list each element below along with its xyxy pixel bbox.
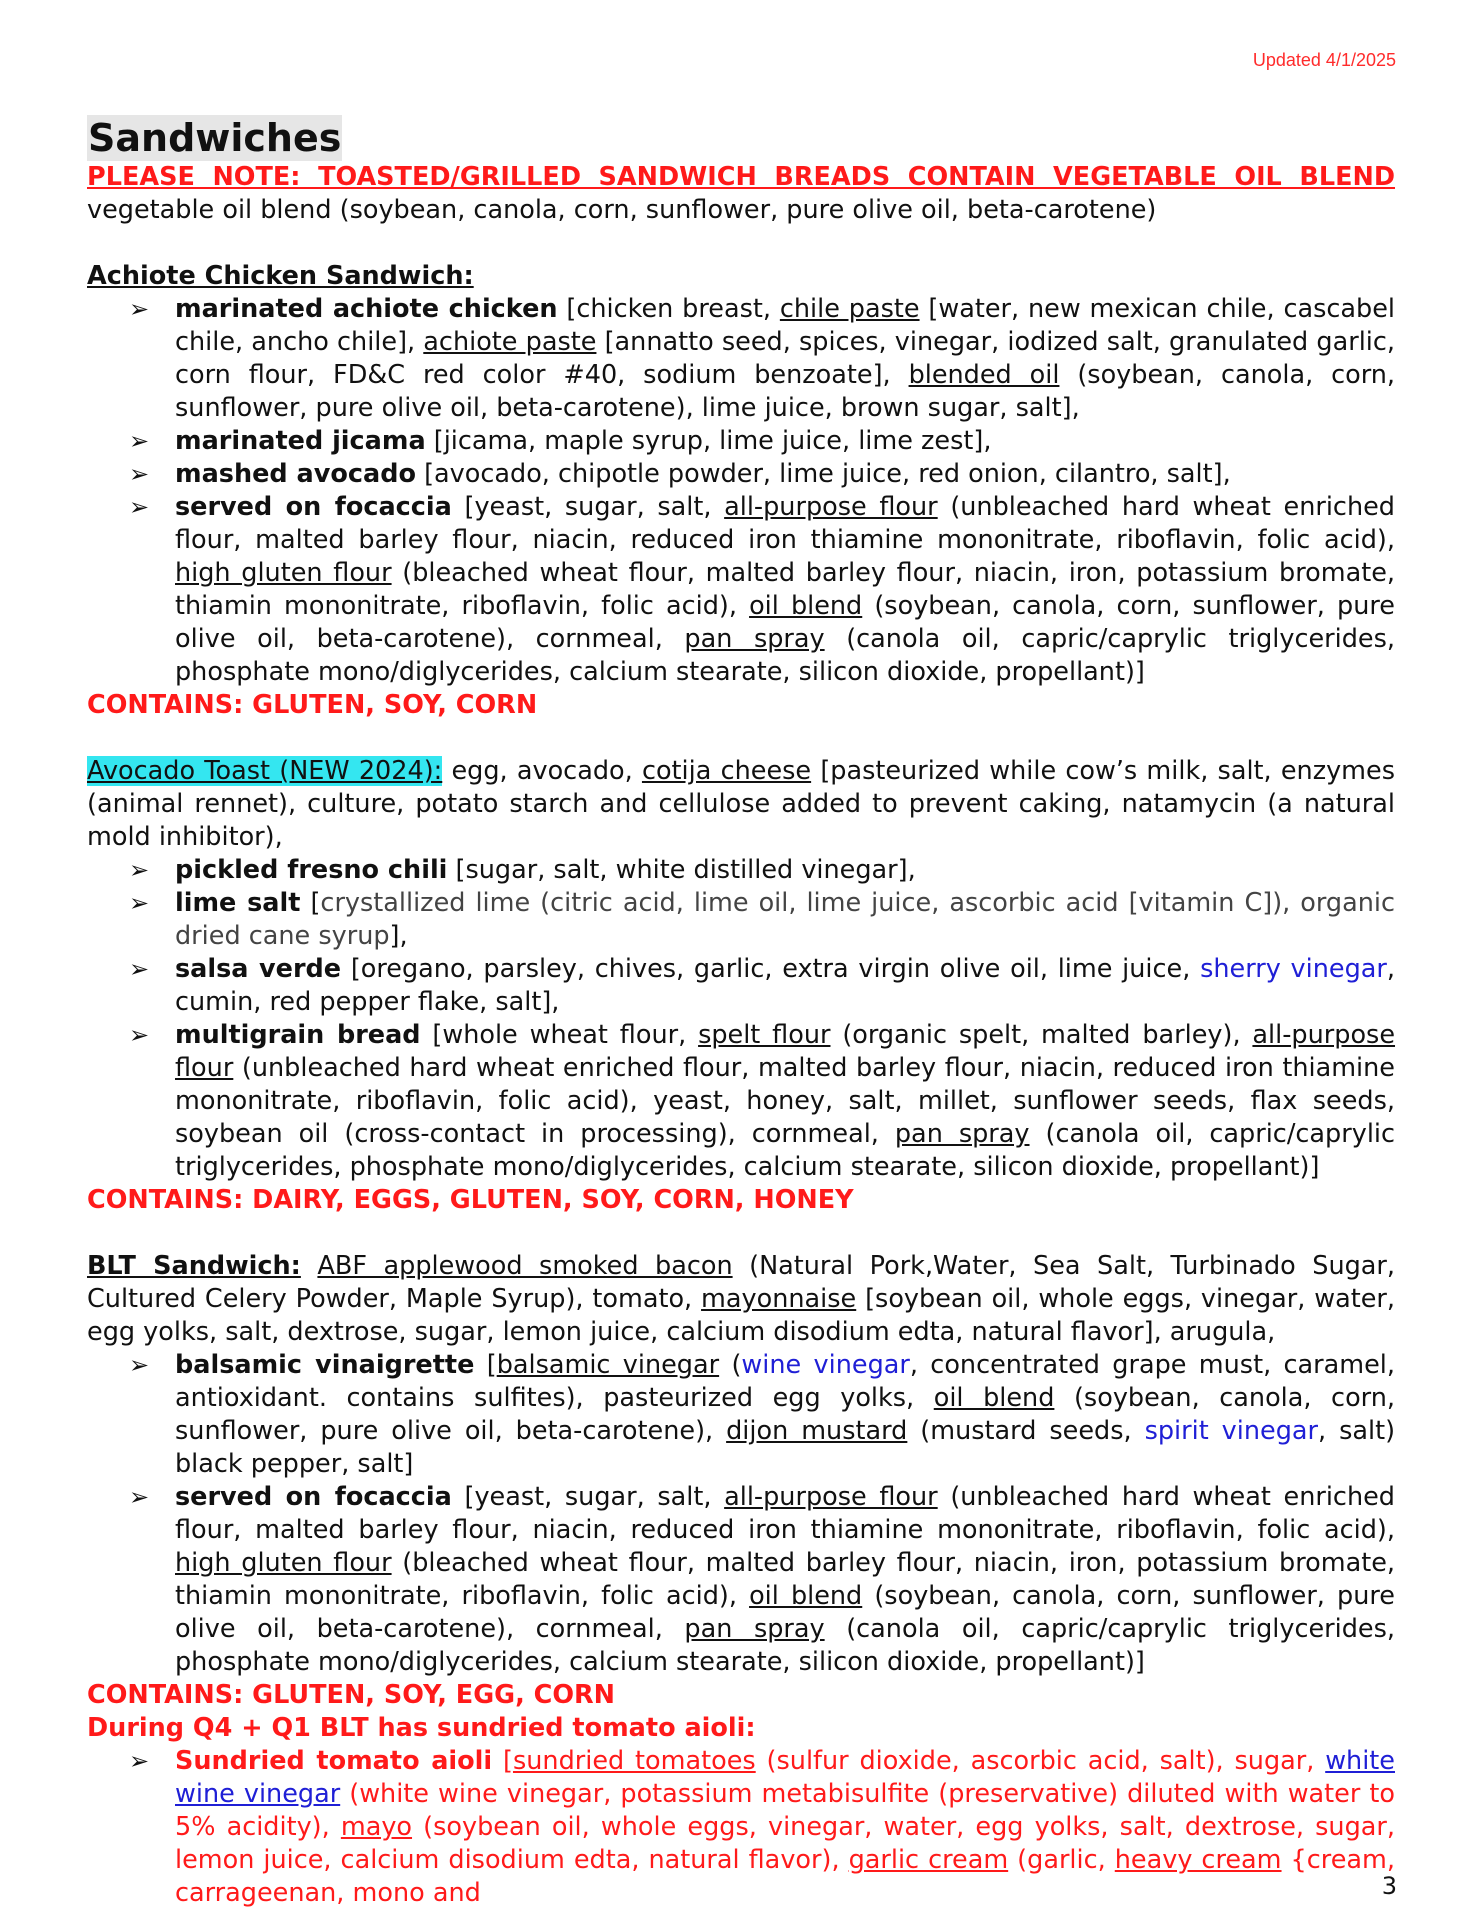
list-item: ➢ pickled fresno chili [sugar, salt, white distilled vinegar], (129, 855, 916, 885)
blt-allergens: CONTAINS: GLUTEN, SOY, EGG, CORN (87, 1680, 616, 1710)
avocado-ingredient-list (87, 854, 1395, 1184)
achiote-heading: Achiote Chicken Sandwich: (87, 261, 474, 291)
achiote-ingredient-list (87, 293, 1395, 689)
avocado-allergens: CONTAINS: DAIRY, EGGS, GLUTEN, SOY, CORN, HONEY (87, 1185, 854, 1215)
blt-seasonal-note: During Q4 + Q1 BLT has sundried tomato aioli: (87, 1713, 756, 1743)
arrow-bullet-icon: ➢ (129, 955, 150, 983)
list-item: ➢ marinated achiote chicken [chicken breast, chile paste [water, new mexican chile, cascabel chile, ancho chile], achiote paste [annatto seed, spices, vinegar, iodized salt, granulated garlic, corn flour, FD&C red color #40, sodium benzoate], blended oil (soybean, canola, corn, sunflower, pure olive oil, beta-carotene), lime juice, brown sugar, salt], (129, 294, 1396, 423)
avocado-heading: Avocado Toast (NEW 2024): (87, 756, 443, 786)
list-item: ➢ balsamic vinaigrette [balsamic vinegar (wine vinegar, concentrated grape must, caramel, antioxidant. contains sulfites), pasteurized egg yolks, oil blend (soybean, canola, corn, sunflower, pure olive oil, beta-carotene), dijon mustard (mustard seeds, spirit vinegar, salt) black pepper, salt] (129, 1350, 1396, 1479)
arrow-bullet-icon: ➢ (129, 493, 150, 521)
list-item: ➢ mashed avocado [avocado, chipotle powder, lime juice, red onion, cilantro, salt], (129, 459, 1231, 489)
list-item: ➢ marinated jicama [jicama, maple syrup, lime juice, lime zest], (129, 426, 992, 456)
updated-date: Updated 4/1/2025 (1252, 50, 1396, 70)
list-item: ➢ Sundried tomato aioli [sundried tomatoes (sulfur dioxide, ascorbic acid, salt), sugar, white wine vinegar (white wine vinegar, potassium metabisulfite (preservative) diluted with water to 5% acidity), mayo (soybean oil, whole eggs, vinegar, water, egg yolks, salt, dextrose, sugar, lemon juice, calcium disodium edta, natural flavor), garlic cream (garlic, heavy cream {cream, carrageenan, mono and (129, 1746, 1396, 1908)
arrow-bullet-icon: ➢ (129, 889, 150, 917)
blt-seasonal-list (87, 1745, 1395, 1910)
blt-ingredient-list (87, 1349, 1395, 1679)
page-content (87, 115, 1395, 1910)
blt-intro: BLT Sandwich: ABF applewood smoked bacon (Natural Pork,Water, Sea Salt, Turbinado Sugar, Cultured Celery Powder, Maple Syrup), tomato, mayonnaise [soybean oil, whole eggs, vinegar, water, egg yolks, salt, dextrose, sugar, lemon juice, calcium disodium edta, natural flavor], arugula, (87, 1251, 1396, 1347)
list-item: ➢ multigrain bread [whole wheat flour, spelt flour (organic spelt, malted barley), all-purpose flour (unbleached hard wheat enriched flour, malted barley flour, niacin, reduced iron thiamine mononitrate, riboflavin, folic acid), yeast, honey, salt, millet, sunflower seeds, flax seeds, soybean oil (cross-contact in processing), cornmeal, pan spray (canola oil, capric/caprylic triglycerides, phosphate mono/diglycerides, calcium stearate, silicon dioxide, propellant)] (129, 1020, 1396, 1182)
note-text: vegetable oil blend (soybean, canola, corn, sunflower, pure olive oil, beta-carotene) (87, 195, 1157, 225)
arrow-bullet-icon: ➢ (129, 1747, 150, 1775)
arrow-bullet-icon: ➢ (129, 1351, 150, 1379)
list-item: ➢ lime salt [crystallized lime (citric acid, lime oil, lime juice, ascorbic acid [vitamin C]), organic dried cane syrup], (129, 888, 1395, 951)
arrow-bullet-icon: ➢ (129, 295, 150, 323)
page-number: 3 (1381, 1872, 1397, 1900)
list-item: ➢ served on focaccia [yeast, sugar, salt, all-purpose flour (unbleached hard wheat enriched flour, malted barley flour, niacin, reduced iron thiamine mononitrate, riboflavin, folic acid), high gluten flour (bleached wheat flour, malted barley flour, niacin, iron, potassium bromate, thiamin mononitrate, riboflavin, folic acid), oil blend (soybean, canola, corn, sunflower, pure olive oil, beta-carotene), cornmeal, pan spray (canola oil, capric/caprylic triglycerides, phosphate mono/diglycerides, calcium stearate, silicon dioxide, propellant)] (129, 492, 1395, 687)
bread-oil-note (87, 161, 1395, 227)
achiote-allergens: CONTAINS: GLUTEN, SOY, CORN (87, 690, 538, 720)
note-label: PLEASE NOTE: TOASTED/GRILLED SANDWICH BREADS CONTAIN VEGETABLE OIL BLEND (87, 162, 1395, 192)
avocado-toast-intro: Avocado Toast (NEW 2024): egg, avocado, cotija cheese [pasteurized while cow’s milk, salt, enzymes (animal rennet), culture, potato starch and cellulose added to prevent caking, natamycin (a natural mold inhibitor), (87, 756, 1395, 852)
blt-heading: BLT Sandwich: (87, 1251, 301, 1281)
list-item: ➢ served on focaccia [yeast, sugar, salt, all-purpose flour (unbleached hard wheat enriched flour, malted barley flour, niacin, reduced iron thiamine mononitrate, riboflavin, folic acid), high gluten flour (bleached wheat flour, malted barley flour, niacin, iron, potassium bromate, thiamin mononitrate, riboflavin, folic acid), oil blend (soybean, canola, corn, sunflower, pure olive oil, beta-carotene), cornmeal, pan spray (canola oil, capric/caprylic triglycerides, phosphate mono/diglycerides, calcium stearate, silicon dioxide, propellant)] (129, 1482, 1395, 1677)
section-title: Sandwiches (88, 116, 342, 160)
list-item: ➢ salsa verde [oregano, parsley, chives, garlic, extra virgin olive oil, lime juice, sherry vinegar, cumin, red pepper flake, salt], (129, 954, 1395, 1017)
arrow-bullet-icon: ➢ (129, 1483, 150, 1511)
arrow-bullet-icon: ➢ (129, 427, 150, 455)
arrow-bullet-icon: ➢ (129, 1021, 150, 1049)
arrow-bullet-icon: ➢ (129, 856, 150, 884)
arrow-bullet-icon: ➢ (129, 460, 150, 488)
